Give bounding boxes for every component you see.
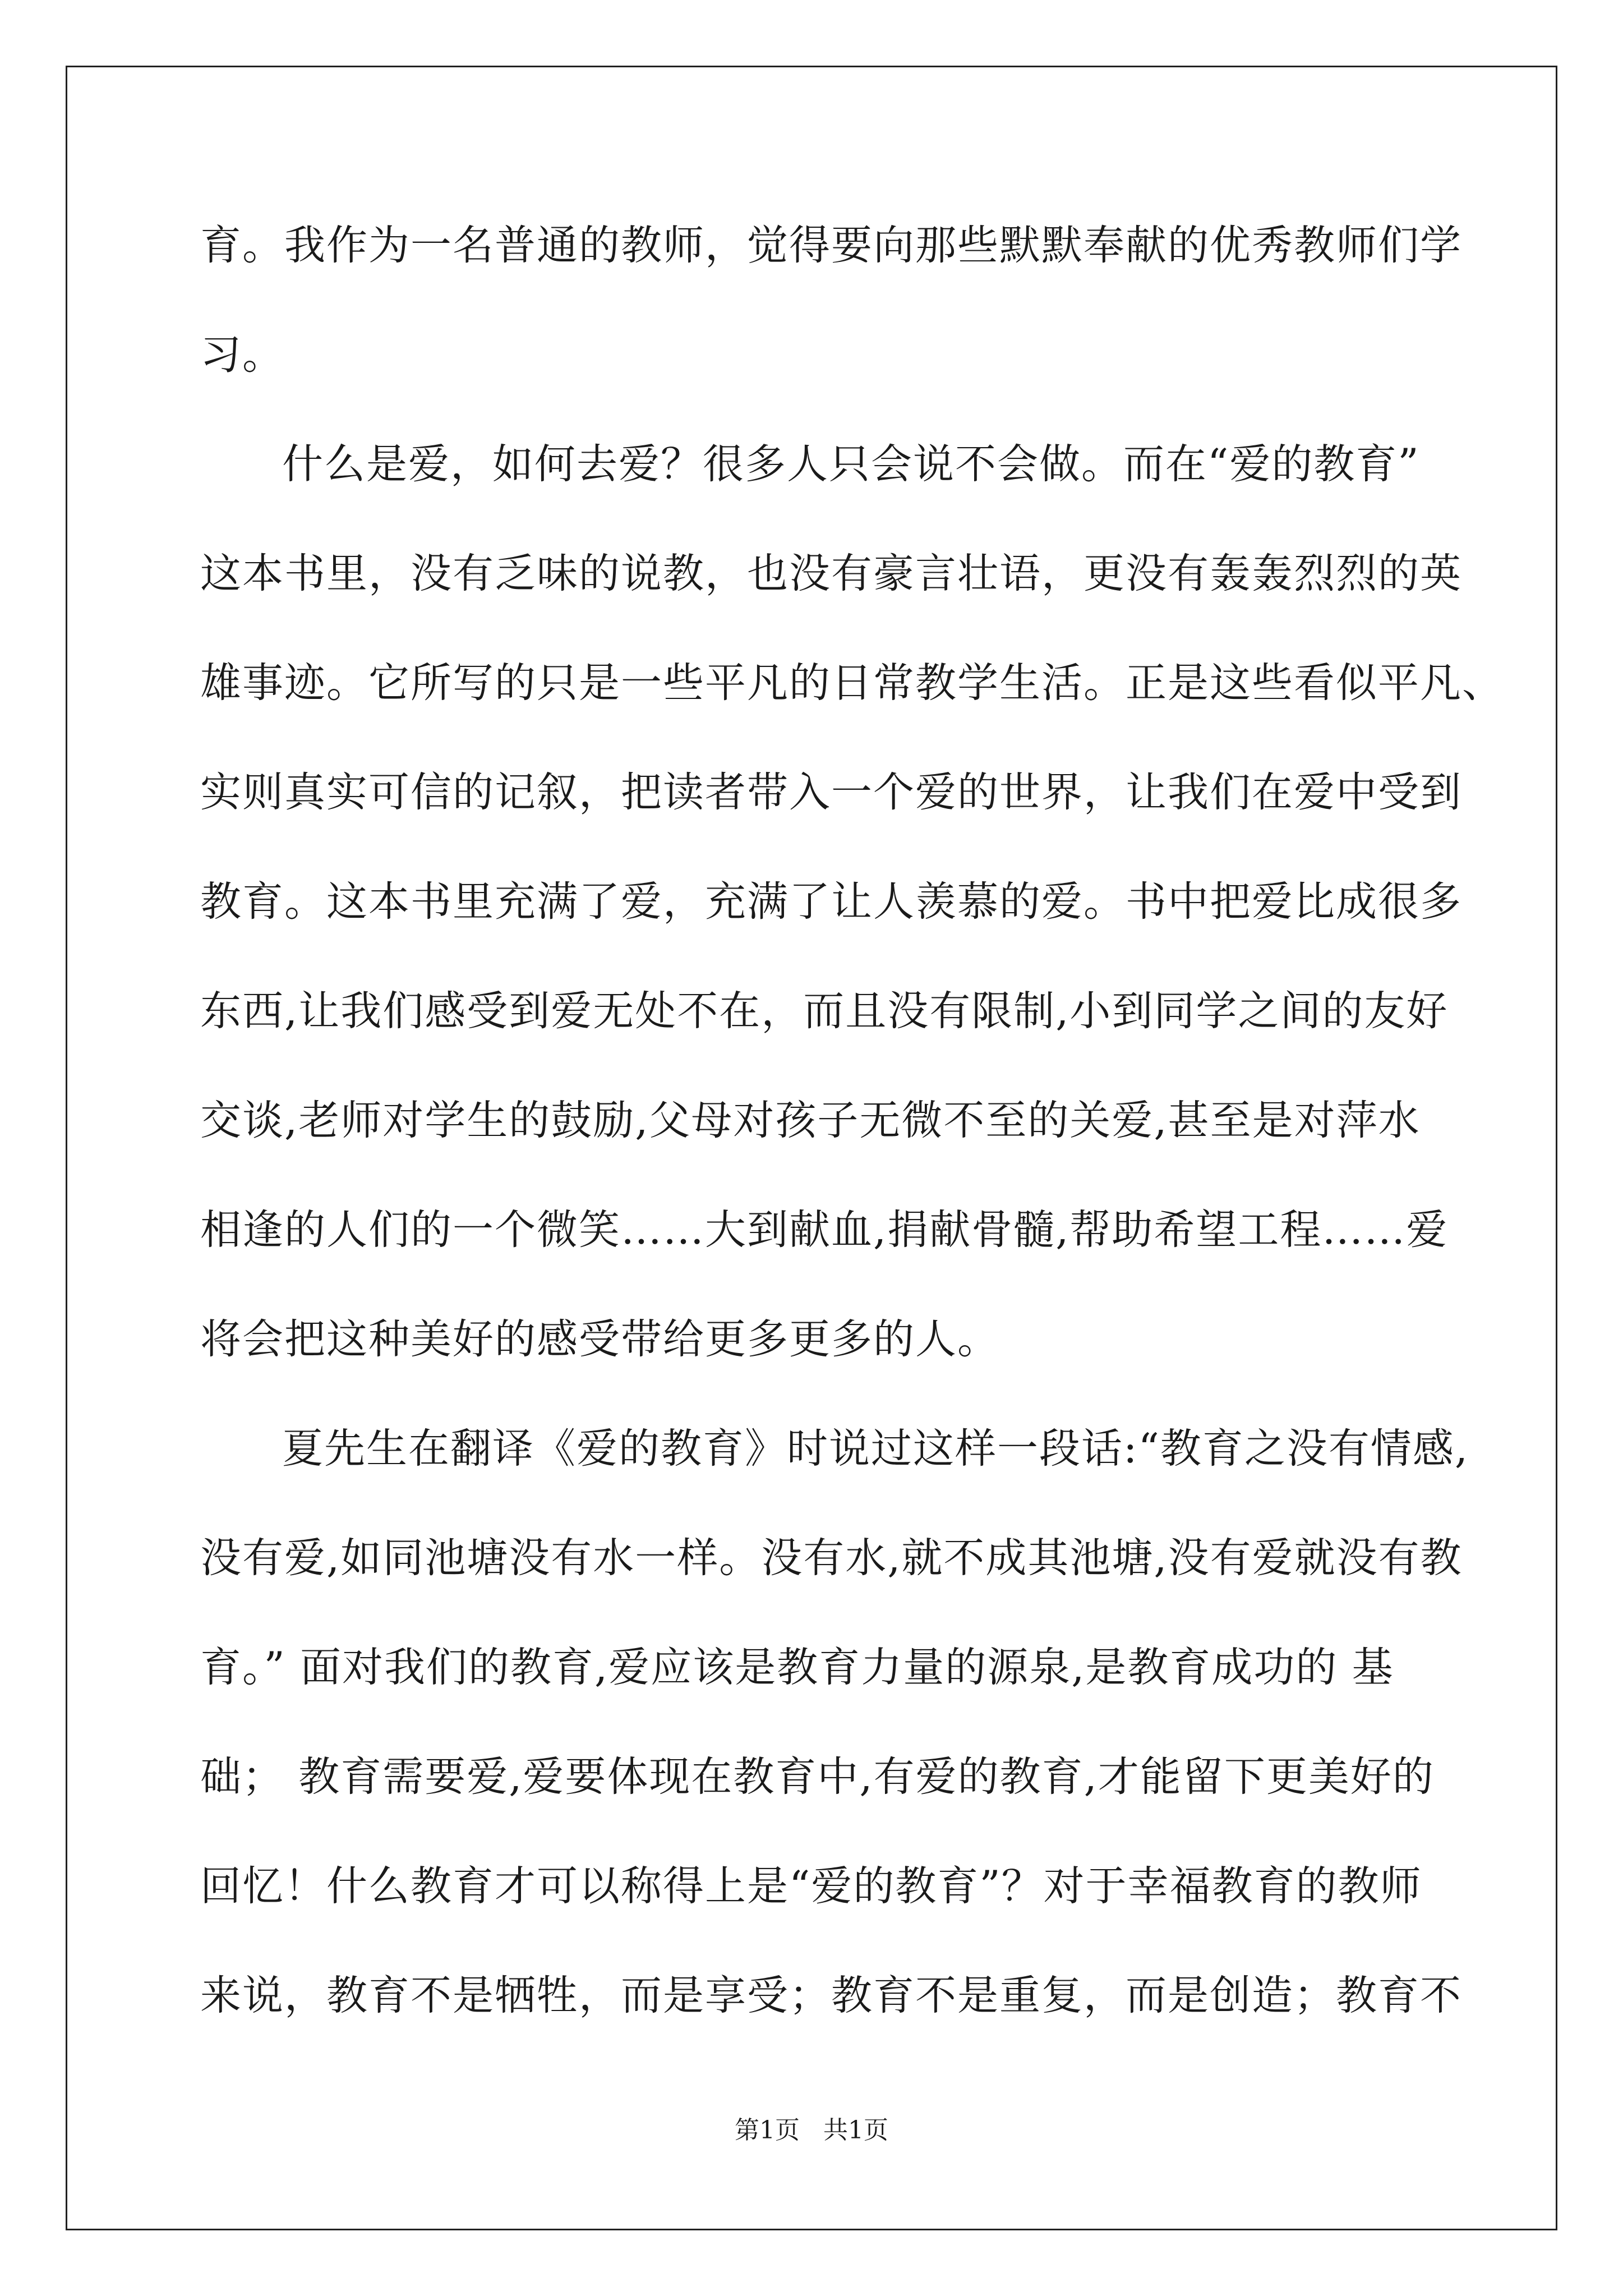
- text-line: 交谈,老师对学生的鼓励,父母对孩子无微不至的关爱,甚至是对萍水: [200, 1097, 1421, 1144]
- text-line: 实则真实可信的记叙，把读者带入一个爱的世界，让我们在爱中受到: [200, 769, 1462, 816]
- text-line: 习。: [200, 331, 284, 379]
- text-line: 育。” 面对我们的教育,爱应该是教育力量的源泉,是教育成功的 基: [200, 1644, 1394, 1691]
- text-line: 回忆！什么教育才可以称得上是“爱的教育”？对于幸福教育的教师: [200, 1862, 1422, 1910]
- text-line: 东西,让我们感受到爱无处不在，而且没有限制,小到同学之间的友好: [200, 987, 1449, 1035]
- text-line: 础； 教育需要爱,爱要体现在教育中,有爱的教育,才能留下更美好的: [200, 1753, 1435, 1801]
- text-line: 相逢的人们的一个微笑……大到献血,捐献骨髓,帮助希望工程……爱: [200, 1206, 1449, 1254]
- text-line: 来说，教育不是牺牲，而是享受；教育不是重复，而是创造；教育不: [200, 1972, 1462, 2019]
- text-line: 雄事迹。它所写的只是一些平凡的日常教学生活。正是这些看似平凡、: [200, 659, 1504, 707]
- page-number-footer: 第1页 共1页: [735, 2116, 888, 2145]
- text-line: 没有爱,如同池塘没有水一样。没有水,就不成其池塘,没有爱就没有教: [200, 1534, 1463, 1582]
- text-line: 这本书里，没有乏味的说教，也没有豪言壮语，更没有轰轰烈烈的英: [200, 550, 1462, 597]
- text-line: 教育。这本书里充满了爱，充满了让人羡慕的爱。书中把爱比成很多: [200, 878, 1462, 926]
- text-line: 什么是爱，如何去爱？很多人只会说不会做。而在“爱的教育”: [282, 440, 1420, 488]
- text-line: 育。我作为一名普通的教师，觉得要向那些默默奉献的优秀教师们学: [200, 222, 1462, 269]
- text-line: 将会把这种美好的感受带给更多更多的人。: [200, 1315, 999, 1363]
- text-line: 夏先生在翻译《爱的教育》时说过这样一段话:“教育之没有情感,: [282, 1425, 1469, 1473]
